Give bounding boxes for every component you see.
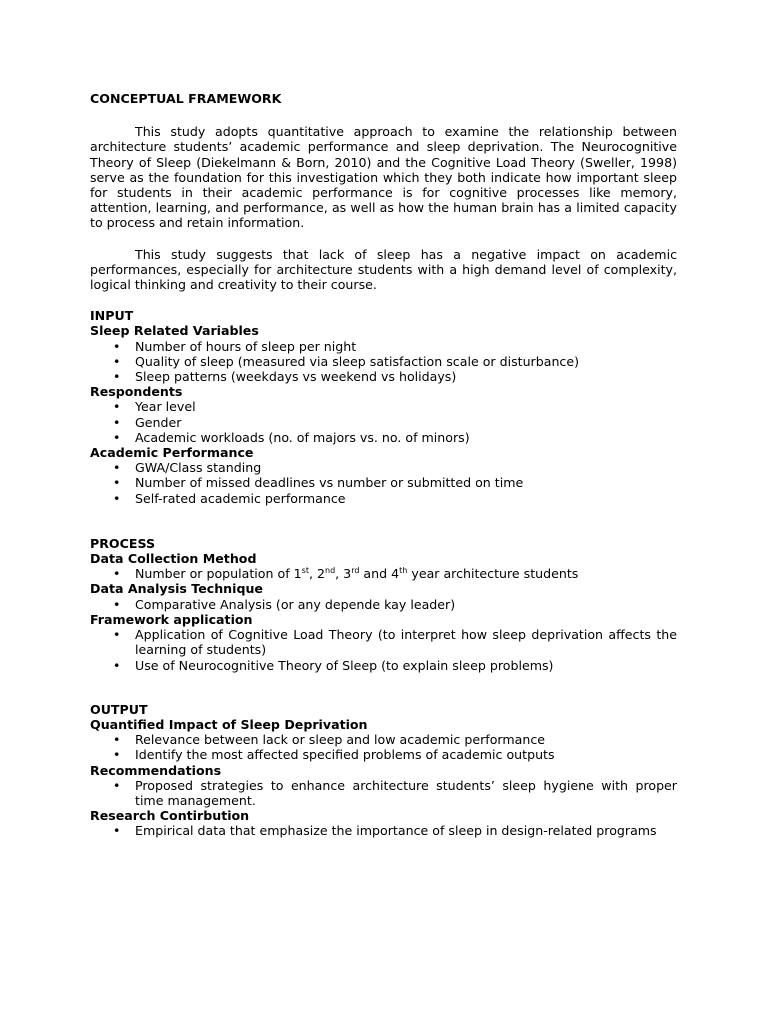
population-separator: , 3 xyxy=(335,566,352,582)
list-item-text: Use of Neurocognitive Theory of Sleep (to explain sleep problems) xyxy=(135,657,554,673)
bullet-icon: • xyxy=(113,338,121,354)
sleep-variables-list xyxy=(90,339,677,385)
output-heading: OUTPUT xyxy=(90,701,148,717)
academic-performance-list xyxy=(90,460,677,506)
bullet-icon: • xyxy=(113,414,121,430)
ordinal-suffix: rd xyxy=(351,566,360,576)
list-item xyxy=(90,658,677,673)
bullet-icon: • xyxy=(113,566,121,582)
list-item xyxy=(90,399,677,414)
list-item xyxy=(90,823,677,838)
section-spacer xyxy=(90,506,677,536)
quantified-impact-list xyxy=(90,732,677,762)
population-suffix: year architecture students xyxy=(407,566,579,582)
bullet-icon: • xyxy=(113,732,121,748)
intro-paragraph: This study adopts quantitative approach to examine the relationship between architecture students’ academic performance and sleep deprivation. The Neurocognitive Theory of Sleep (Diekelmann & Born, 2010) and the Cognitive Load Theory (Sweller, 1998) serve as the foundation for this investigation which they both indicate how important sleep for students in their academic performance is for cognitive processes like memory, attention, learning, and performance, as well as how the human brain has a limited capacity to process and retain information. xyxy=(90,124,677,231)
bullet-icon: • xyxy=(113,777,121,793)
list-item-text: GWA/Class standing xyxy=(135,460,262,476)
hypothesis-paragraph: This study suggests that lack of sleep has a negative impact on academic performances, especially for architecture students with a high demand level of complexity, logical thinking and creativity to their course. xyxy=(90,246,677,293)
list-item-text: Proposed strategies to enhance architecture students’ sleep hygiene with proper time management. xyxy=(135,777,677,808)
list-item xyxy=(90,354,677,369)
list-item-text: Year level xyxy=(135,399,196,415)
recommendations-heading: Recommendations xyxy=(90,762,222,778)
quantified-impact-heading: Quantified Impact of Sleep Deprivation xyxy=(90,716,368,732)
research-contribution-heading: Research Contirbution xyxy=(90,808,250,824)
list-item xyxy=(90,369,677,384)
list-item xyxy=(90,415,677,430)
population-separator: , 2 xyxy=(308,566,325,582)
framework-application-heading: Framework application xyxy=(90,611,253,627)
list-item xyxy=(90,732,677,747)
list-item-text: Number of missed deadlines vs number or submitted on time xyxy=(135,475,524,491)
list-item xyxy=(90,778,677,808)
list-item xyxy=(90,475,677,490)
list-item-text: Sleep patterns (weekdays vs weekend vs holidays) xyxy=(135,369,457,385)
document-page xyxy=(90,91,677,839)
list-item xyxy=(90,339,677,354)
framework-application-list xyxy=(90,627,677,673)
bullet-icon: • xyxy=(113,490,121,506)
bullet-icon: • xyxy=(113,627,121,643)
list-item-text: Application of Cognitive Load Theory (to interpret how sleep deprivation affects the learning of students) xyxy=(135,627,677,658)
respondents-heading: Respondents xyxy=(90,384,183,400)
data-collection-heading: Data Collection Method xyxy=(90,551,257,567)
list-item-text: Gender xyxy=(135,414,182,430)
list-item-text: Self-rated academic performance xyxy=(135,490,346,506)
list-item-text: Number of hours of sleep per night xyxy=(135,338,357,354)
list-item xyxy=(90,430,677,445)
list-item-text: Empirical data that emphasize the importance of sleep in design-related programs xyxy=(135,823,657,839)
list-item xyxy=(90,597,677,612)
ordinal-suffix: nd xyxy=(325,566,336,576)
list-item xyxy=(90,627,677,657)
sleep-variables-heading: Sleep Related Variables xyxy=(90,323,259,339)
list-item xyxy=(90,747,677,762)
academic-performance-heading: Academic Performance xyxy=(90,445,254,461)
list-item-text: Academic workloads (no. of majors vs. no. of minors) xyxy=(135,429,470,445)
process-section xyxy=(90,536,677,673)
list-item-text: Quality of sleep (measured via sleep satisfaction scale or disturbance) xyxy=(135,353,580,369)
respondents-list xyxy=(90,399,677,445)
bullet-icon: • xyxy=(113,460,121,476)
list-item-text: Relevance between lack or sleep and low academic performance xyxy=(135,732,545,748)
process-heading: PROCESS xyxy=(90,535,156,551)
list-item xyxy=(90,566,677,581)
bullet-icon: • xyxy=(113,369,121,385)
bullet-icon: • xyxy=(113,475,121,491)
section-spacer xyxy=(90,673,677,702)
bullet-icon: • xyxy=(113,823,121,839)
ordinal-suffix: st xyxy=(301,566,309,576)
data-analysis-list xyxy=(90,597,677,612)
input-heading: INPUT xyxy=(90,308,134,324)
input-section xyxy=(90,308,677,506)
output-section xyxy=(90,702,677,839)
ordinal-suffix: th xyxy=(399,566,408,576)
data-analysis-heading: Data Analysis Technique xyxy=(90,581,263,597)
list-item-text: Comparative Analysis (or any depende kay leader) xyxy=(135,596,456,612)
list-item xyxy=(90,460,677,475)
population-separator: and 4 xyxy=(359,566,400,582)
document-title: CONCEPTUAL FRAMEWORK xyxy=(90,91,282,106)
bullet-icon: • xyxy=(113,429,121,445)
bullet-icon: • xyxy=(113,596,121,612)
population-prefix: Number or population of 1 xyxy=(135,566,302,582)
list-item-text: Identify the most affected specified problems of academic outputs xyxy=(135,747,555,763)
research-contribution-list xyxy=(90,823,677,838)
bullet-icon: • xyxy=(113,657,121,673)
list-item xyxy=(90,491,677,506)
bullet-icon: • xyxy=(113,747,121,763)
bullet-icon: • xyxy=(113,353,121,369)
recommendations-list xyxy=(90,778,677,808)
data-collection-list xyxy=(90,566,677,581)
bullet-icon: • xyxy=(113,399,121,415)
